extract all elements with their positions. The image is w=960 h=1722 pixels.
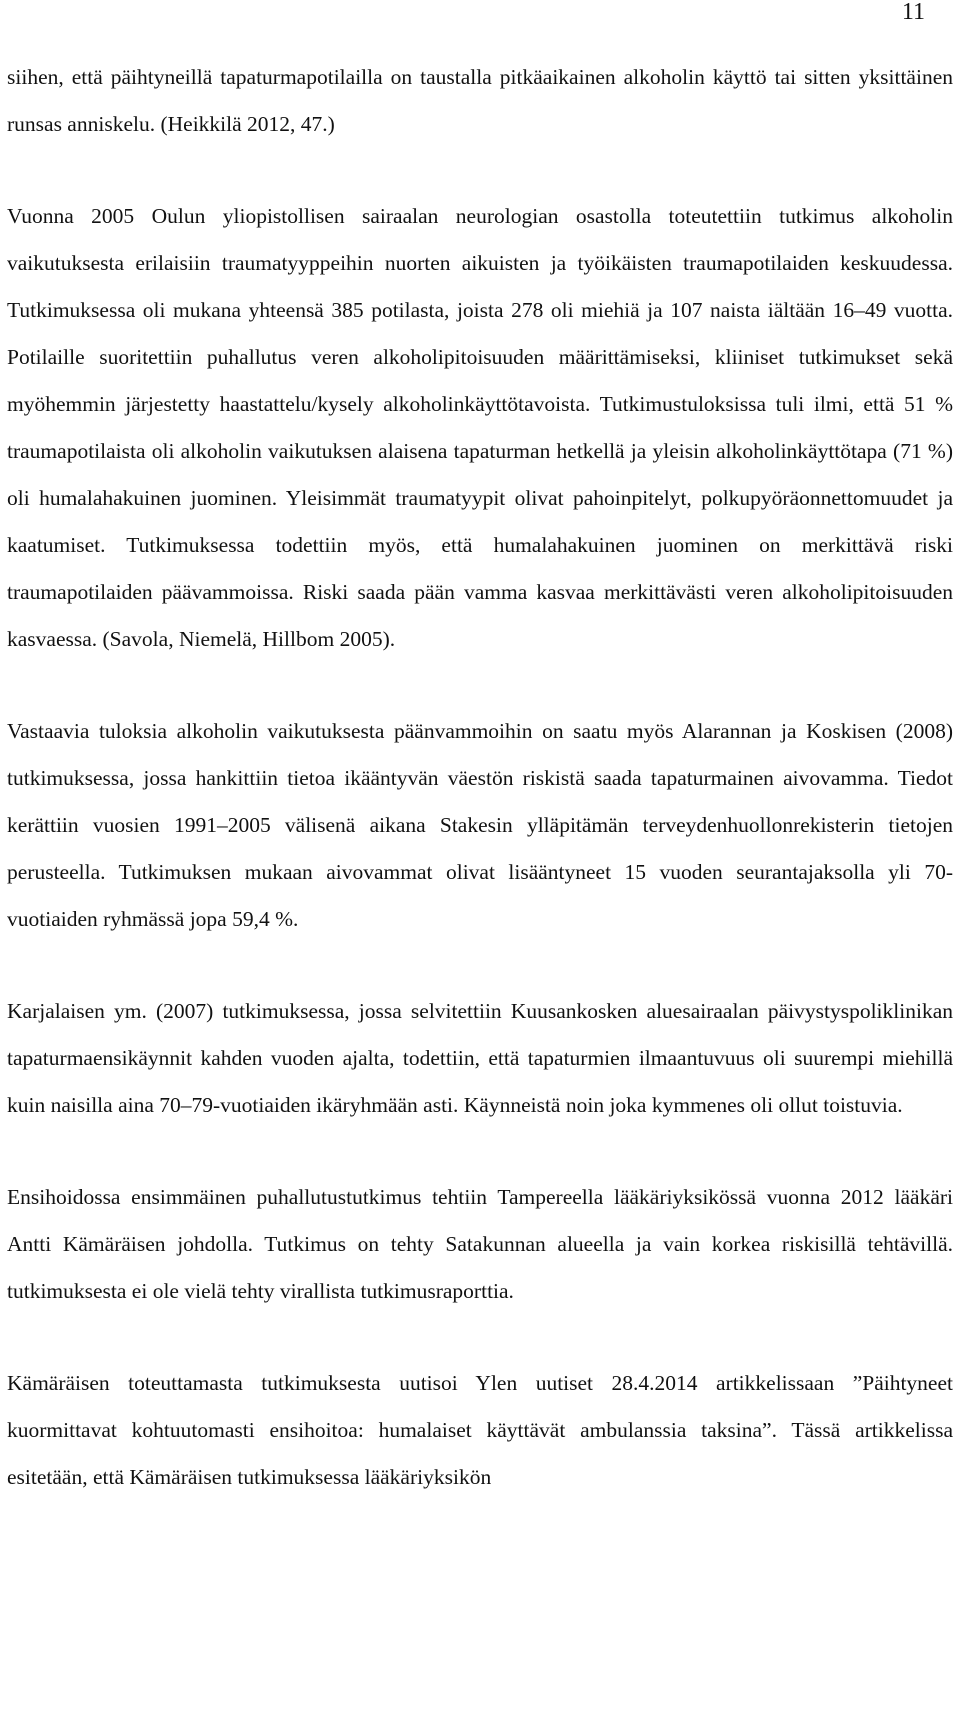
paragraph-6: Kämäräisen toteuttamasta tutkimuksesta uutisoi Ylen uutiset 28.4.2014 artikkelissaan ”Päihtyneet kuormittavat kohtuutomasti ensihoitoa: humalaiset käyttävät ambulanssia taksina”. Tässä artikkelissa esitetään, että Kämäräisen tutkimuksessa lääkäriyksikön	[7, 1371, 953, 1489]
paragraph-3: Vastaavia tuloksia alkoholin vaikutuksesta päänvammoihin on saatu myös Alarannan ja Koskisen (2008) tutkimuksessa, jossa hankittiin tietoa ikääntyvän väestön riskistä saada tapaturmainen aivovamma. Tiedot kerättiin vuosien 1991–2005 välisenä aikana Stakesin ylläpitämän terveydenhuollonrekisterin tietojen perusteella. Tutkimuksen mukaan aivovammat olivat lisääntyneet 15 vuoden seurantajaksolla yli 70-vuotiaiden ryhmässä jopa 59,4 %.	[7, 719, 953, 931]
paragraph-2: Vuonna 2005 Oulun yliopistollisen sairaalan neurologian osastolla toteutettiin tutkimus alkoholin vaikutuksesta erilaisiin traumatyyppeihin nuorten aikuisten ja työikäisten traumapotilaiden keskuudessa. Tutkimuksessa oli mukana yhteensä 385 potilasta, joista 278 oli miehiä ja 107 naista iältään 16–49 vuotta. Potilaille suoritettiin puhallutus veren alkoholipitoisuuden määrittämiseksi, kliiniset tutkimukset sekä myöhemmin järjestetty haastattelu/kysely alkoholinkäyttötavoista. Tutkimustuloksissa tuli ilmi, että 51 % traumapotilaista oli alkoholin vaikutuksen alaisena tapaturman hetkellä ja yleisin alkoholinkäyttötapa (71 %) oli humalahakuinen juominen. Yleisimmät traumatyypit olivat pahoinpitelyt, polkupyöräonnettomuudet ja kaatumiset. Tutkimuksessa todettiin myös, että humalahakuinen juominen on merkittävä riski traumapotilaiden päävammoissa. Riski saada pään vamma kasvaa merkittävästi veren alkoholipitoisuuden kasvaessa. (Savola, Niemelä, Hillbom 2005).	[7, 204, 953, 651]
body-text	[7, 54, 953, 1501]
page-number: 11	[901, 0, 925, 25]
paragraph-5: Ensihoidossa ensimmäinen puhallutustutkimus tehtiin Tampereella lääkäriyksikössä vuonna 2012 lääkäri Antti Kämäräisen johdolla. Tutkimus on tehty Satakunnan alueella ja vain korkea riskisillä tehtävillä. tutkimuksesta ei ole vielä tehty virallista tutkimusraporttia.	[7, 1185, 953, 1303]
paragraph-1: siihen, että päihtyneillä tapaturmapotilailla on taustalla pitkäaikainen alkoholin käyttö tai sitten yksittäinen runsas anniskelu. (Heikkilä 2012, 47.)	[7, 65, 953, 136]
paragraph-4: Karjalaisen ym. (2007) tutkimuksessa, jossa selvitettiin Kuusankosken aluesairaalan päivystyspoliklinikan tapaturmaensikäynnit kahden vuoden ajalta, todettiin, että tapaturmien ilmaantuvuus oli suurempi miehillä kuin naisilla aina 70–79-vuotiaiden ikäryhmään asti. Käynneistä noin joka kymmenes oli ollut toistuvia.	[7, 999, 953, 1117]
